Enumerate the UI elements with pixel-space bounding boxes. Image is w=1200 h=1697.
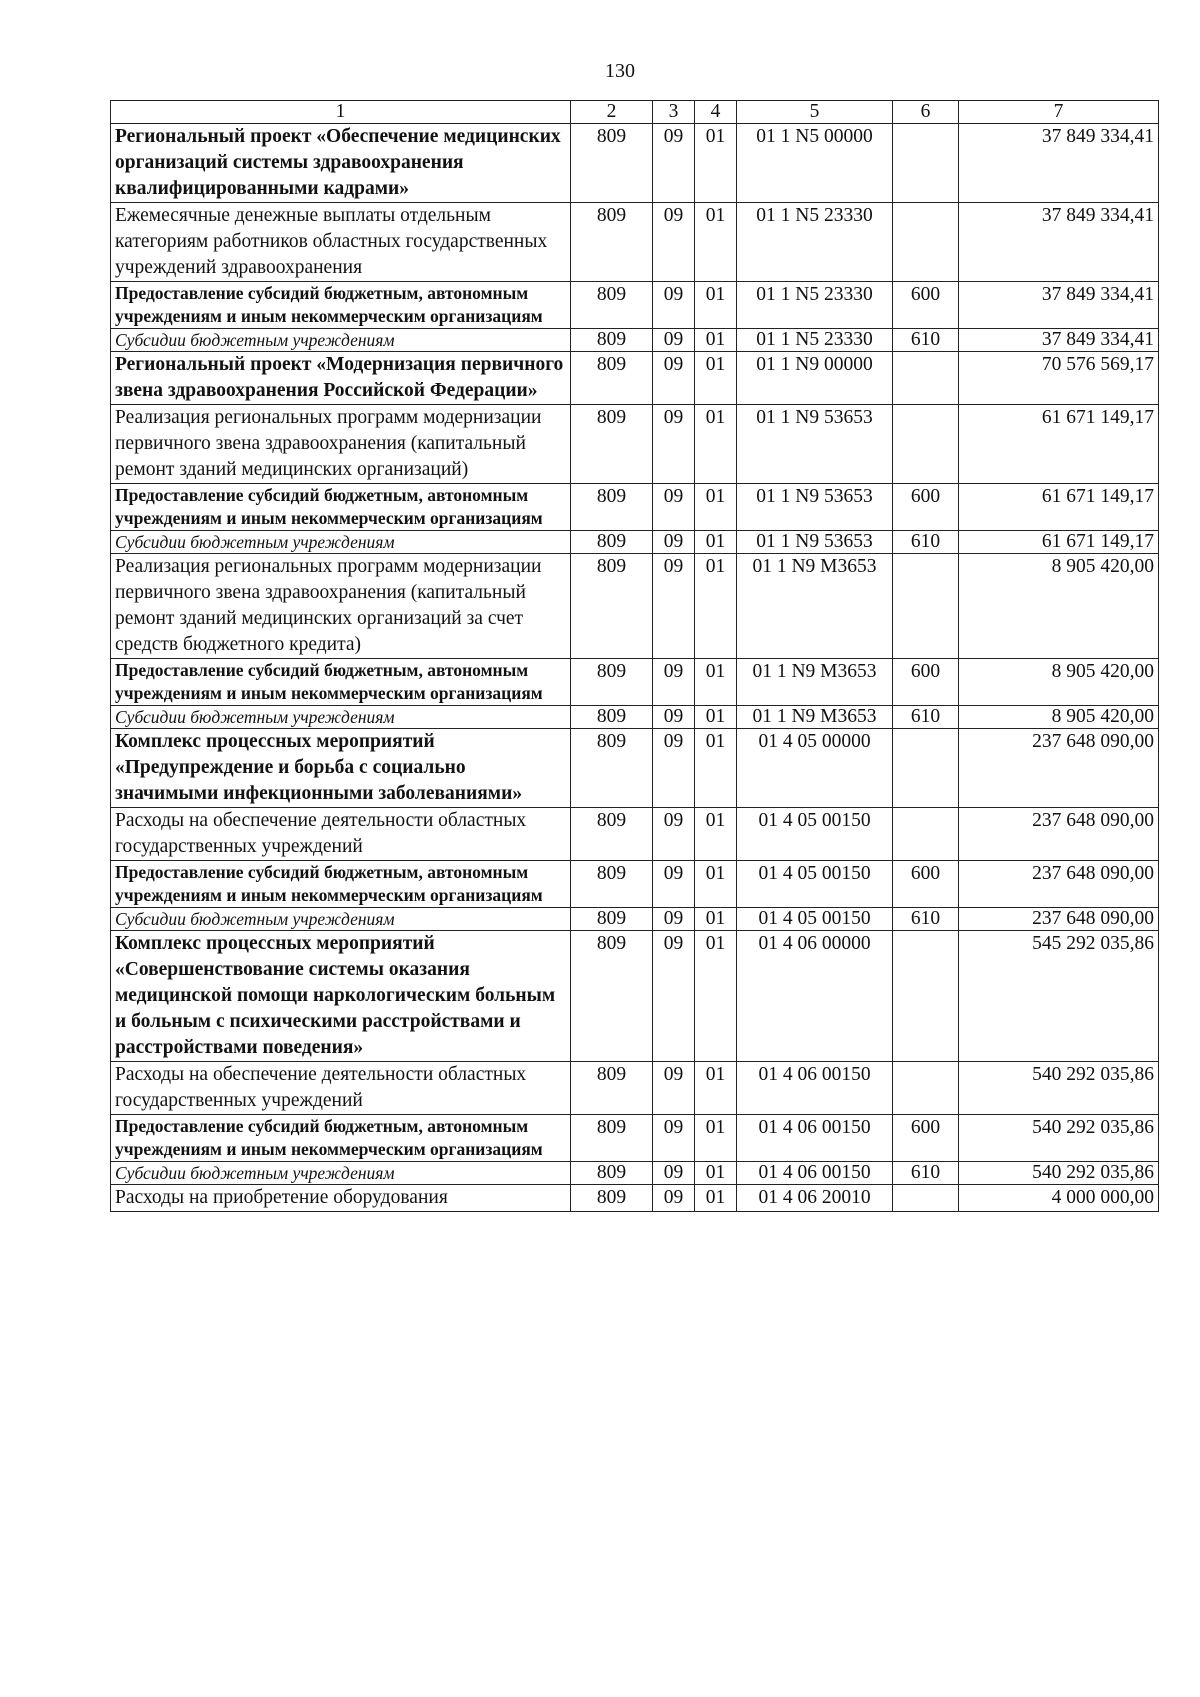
cell-target-article: 01 4 06 00150 — [737, 1062, 893, 1115]
cell-target-article: 01 1 N9 M3653 — [737, 706, 893, 729]
cell-ministry-code: 809 — [571, 352, 653, 405]
cell-description: Расходы на обеспечение деятельности областных государственных учреждений — [111, 1062, 571, 1115]
cell-subsection-code: 01 — [695, 282, 737, 329]
cell-amount: 8 905 420,00 — [959, 659, 1159, 706]
cell-section-code: 09 — [653, 531, 695, 554]
cell-section-code: 09 — [653, 329, 695, 352]
cell-description: Субсидии бюджетным учреждениям — [111, 531, 571, 554]
cell-subsection-code: 01 — [695, 808, 737, 861]
cell-target-article: 01 4 06 20010 — [737, 1185, 893, 1212]
cell-ministry-code: 809 — [571, 706, 653, 729]
cell-description: Комплекс процессных мероприятий «Предупреждение и борьба с социально значимыми инфекционными заболеваниями» — [111, 729, 571, 808]
cell-subsection-code: 01 — [695, 1185, 737, 1212]
cell-description: Региональный проект «Обеспечение медицинских организаций системы здравоохранения квалифицированными кадрами» — [111, 124, 571, 203]
cell-description: Субсидии бюджетным учреждениям — [111, 908, 571, 931]
header-col-5: 5 — [737, 101, 893, 124]
cell-section-code: 09 — [653, 706, 695, 729]
cell-description: Субсидии бюджетным учреждениям — [111, 329, 571, 352]
cell-description: Расходы на приобретение оборудования — [111, 1185, 571, 1212]
cell-expense-type — [893, 124, 959, 203]
cell-ministry-code: 809 — [571, 1162, 653, 1185]
cell-subsection-code: 01 — [695, 352, 737, 405]
cell-target-article: 01 1 N9 M3653 — [737, 554, 893, 659]
cell-target-article: 01 4 05 00150 — [737, 861, 893, 908]
cell-ministry-code: 809 — [571, 282, 653, 329]
cell-ministry-code: 809 — [571, 329, 653, 352]
cell-subsection-code: 01 — [695, 329, 737, 352]
table-row — [111, 931, 1159, 1062]
cell-section-code: 09 — [653, 203, 695, 282]
cell-expense-type — [893, 352, 959, 405]
cell-expense-type — [893, 931, 959, 1062]
cell-target-article: 01 4 05 00000 — [737, 729, 893, 808]
cell-description: Реализация региональных программ модернизации первичного звена здравоохранения (капитальный ремонт зданий медицинских организаций за счет средств бюджетного кредита) — [111, 554, 571, 659]
table-row — [111, 1062, 1159, 1115]
table-row — [111, 531, 1159, 554]
cell-expense-type: 600 — [893, 1115, 959, 1162]
table-row — [111, 729, 1159, 808]
cell-amount: 61 671 149,17 — [959, 484, 1159, 531]
cell-subsection-code: 01 — [695, 706, 737, 729]
cell-section-code: 09 — [653, 808, 695, 861]
table-row — [111, 282, 1159, 329]
cell-section-code: 09 — [653, 729, 695, 808]
cell-target-article: 01 1 N5 23330 — [737, 329, 893, 352]
cell-section-code: 09 — [653, 861, 695, 908]
cell-section-code: 09 — [653, 352, 695, 405]
cell-expense-type — [893, 1062, 959, 1115]
cell-description: Предоставление субсидий бюджетным, автономным учреждениям и иным некоммерческим организациям — [111, 861, 571, 908]
cell-expense-type: 610 — [893, 531, 959, 554]
cell-amount: 37 849 334,41 — [959, 203, 1159, 282]
cell-section-code: 09 — [653, 1162, 695, 1185]
cell-ministry-code: 809 — [571, 531, 653, 554]
cell-expense-type — [893, 203, 959, 282]
cell-ministry-code: 809 — [571, 861, 653, 908]
cell-expense-type: 610 — [893, 706, 959, 729]
cell-amount: 61 671 149,17 — [959, 405, 1159, 484]
page-number: 130 — [605, 60, 635, 82]
cell-amount: 4 000 000,00 — [959, 1185, 1159, 1212]
table-row — [111, 352, 1159, 405]
cell-section-code: 09 — [653, 931, 695, 1062]
budget-table — [110, 100, 1159, 1212]
table-row — [111, 203, 1159, 282]
cell-section-code: 09 — [653, 554, 695, 659]
cell-subsection-code: 01 — [695, 405, 737, 484]
table-row — [111, 124, 1159, 203]
cell-expense-type: 610 — [893, 329, 959, 352]
cell-target-article: 01 1 N9 53653 — [737, 484, 893, 531]
cell-amount: 540 292 035,86 — [959, 1115, 1159, 1162]
cell-ministry-code: 809 — [571, 554, 653, 659]
table-row — [111, 484, 1159, 531]
table-row — [111, 554, 1159, 659]
table-row — [111, 706, 1159, 729]
cell-amount: 37 849 334,41 — [959, 282, 1159, 329]
cell-description: Ежемесячные денежные выплаты отдельным категориям работников областных государственных учреждений здравоохранения — [111, 203, 571, 282]
cell-target-article: 01 4 06 00150 — [737, 1162, 893, 1185]
cell-subsection-code: 01 — [695, 729, 737, 808]
cell-expense-type — [893, 1185, 959, 1212]
cell-description: Предоставление субсидий бюджетным, автономным учреждениям и иным некоммерческим организациям — [111, 282, 571, 329]
cell-section-code: 09 — [653, 659, 695, 706]
cell-amount: 540 292 035,86 — [959, 1162, 1159, 1185]
cell-section-code: 09 — [653, 1185, 695, 1212]
cell-subsection-code: 01 — [695, 659, 737, 706]
cell-amount: 237 648 090,00 — [959, 908, 1159, 931]
cell-description: Реализация региональных программ модернизации первичного звена здравоохранения (капитальный ремонт зданий медицинских организаций) — [111, 405, 571, 484]
cell-description: Предоставление субсидий бюджетным, автономным учреждениям и иным некоммерческим организациям — [111, 1115, 571, 1162]
cell-section-code: 09 — [653, 405, 695, 484]
table-row — [111, 908, 1159, 931]
cell-ministry-code: 809 — [571, 931, 653, 1062]
cell-target-article: 01 4 06 00150 — [737, 1115, 893, 1162]
cell-amount: 8 905 420,00 — [959, 706, 1159, 729]
cell-target-article: 01 1 N5 23330 — [737, 203, 893, 282]
cell-description: Предоставление субсидий бюджетным, автономным учреждениям и иным некоммерческим организациям — [111, 659, 571, 706]
cell-target-article: 01 1 N9 M3653 — [737, 659, 893, 706]
cell-amount: 540 292 035,86 — [959, 1062, 1159, 1115]
cell-ministry-code: 809 — [571, 203, 653, 282]
table-row — [111, 808, 1159, 861]
cell-target-article: 01 1 N9 00000 — [737, 352, 893, 405]
header-col-6: 6 — [893, 101, 959, 124]
cell-description: Расходы на обеспечение деятельности областных государственных учреждений — [111, 808, 571, 861]
table-row — [111, 659, 1159, 706]
cell-description: Комплекс процессных мероприятий «Совершенствование системы оказания медицинской помощи наркологическим больным и больным с психическими расстройствами и расстройствами поведения» — [111, 931, 571, 1062]
cell-subsection-code: 01 — [695, 1162, 737, 1185]
cell-amount: 545 292 035,86 — [959, 931, 1159, 1062]
header-col-2: 2 — [571, 101, 653, 124]
table-row — [111, 329, 1159, 352]
cell-amount: 237 648 090,00 — [959, 861, 1159, 908]
cell-target-article: 01 1 N9 53653 — [737, 405, 893, 484]
header-col-3: 3 — [653, 101, 695, 124]
cell-subsection-code: 01 — [695, 203, 737, 282]
header-col-4: 4 — [695, 101, 737, 124]
cell-section-code: 09 — [653, 908, 695, 931]
cell-ministry-code: 809 — [571, 1185, 653, 1212]
cell-target-article: 01 1 N9 53653 — [737, 531, 893, 554]
cell-ministry-code: 809 — [571, 124, 653, 203]
cell-ministry-code: 809 — [571, 659, 653, 706]
cell-subsection-code: 01 — [695, 908, 737, 931]
cell-expense-type — [893, 808, 959, 861]
cell-amount: 237 648 090,00 — [959, 729, 1159, 808]
table-row — [111, 861, 1159, 908]
cell-expense-type — [893, 554, 959, 659]
cell-expense-type: 600 — [893, 861, 959, 908]
cell-subsection-code: 01 — [695, 484, 737, 531]
cell-description: Предоставление субсидий бюджетным, автономным учреждениям и иным некоммерческим организациям — [111, 484, 571, 531]
cell-amount: 37 849 334,41 — [959, 329, 1159, 352]
cell-subsection-code: 01 — [695, 1115, 737, 1162]
cell-expense-type: 610 — [893, 908, 959, 931]
cell-section-code: 09 — [653, 484, 695, 531]
cell-expense-type — [893, 729, 959, 808]
cell-amount: 37 849 334,41 — [959, 124, 1159, 203]
header-col-1: 1 — [111, 101, 571, 124]
cell-amount: 61 671 149,17 — [959, 531, 1159, 554]
cell-section-code: 09 — [653, 282, 695, 329]
cell-description: Региональный проект «Модернизация первичного звена здравоохранения Российской Федерации» — [111, 352, 571, 405]
cell-subsection-code: 01 — [695, 1062, 737, 1115]
cell-target-article: 01 4 05 00150 — [737, 808, 893, 861]
cell-section-code: 09 — [653, 1062, 695, 1115]
cell-ministry-code: 809 — [571, 1062, 653, 1115]
cell-subsection-code: 01 — [695, 554, 737, 659]
cell-amount: 70 576 569,17 — [959, 352, 1159, 405]
cell-target-article: 01 1 N5 23330 — [737, 282, 893, 329]
table-row — [111, 405, 1159, 484]
cell-section-code: 09 — [653, 124, 695, 203]
cell-description: Субсидии бюджетным учреждениям — [111, 706, 571, 729]
cell-amount: 8 905 420,00 — [959, 554, 1159, 659]
cell-subsection-code: 01 — [695, 124, 737, 203]
cell-ministry-code: 809 — [571, 484, 653, 531]
cell-expense-type: 600 — [893, 484, 959, 531]
header-col-7: 7 — [959, 101, 1159, 124]
cell-description: Субсидии бюджетным учреждениям — [111, 1162, 571, 1185]
cell-section-code: 09 — [653, 1115, 695, 1162]
cell-ministry-code: 809 — [571, 908, 653, 931]
cell-subsection-code: 01 — [695, 531, 737, 554]
cell-expense-type: 600 — [893, 659, 959, 706]
cell-ministry-code: 809 — [571, 729, 653, 808]
cell-expense-type — [893, 405, 959, 484]
table-row — [111, 1185, 1159, 1212]
cell-subsection-code: 01 — [695, 861, 737, 908]
table-header-row — [111, 101, 1159, 124]
cell-ministry-code: 809 — [571, 1115, 653, 1162]
cell-expense-type: 600 — [893, 282, 959, 329]
cell-target-article: 01 4 05 00150 — [737, 908, 893, 931]
table-row — [111, 1162, 1159, 1185]
cell-subsection-code: 01 — [695, 931, 737, 1062]
cell-target-article: 01 4 06 00000 — [737, 931, 893, 1062]
cell-target-article: 01 1 N5 00000 — [737, 124, 893, 203]
cell-ministry-code: 809 — [571, 808, 653, 861]
cell-ministry-code: 809 — [571, 405, 653, 484]
table-row — [111, 1115, 1159, 1162]
cell-expense-type: 610 — [893, 1162, 959, 1185]
cell-amount: 237 648 090,00 — [959, 808, 1159, 861]
